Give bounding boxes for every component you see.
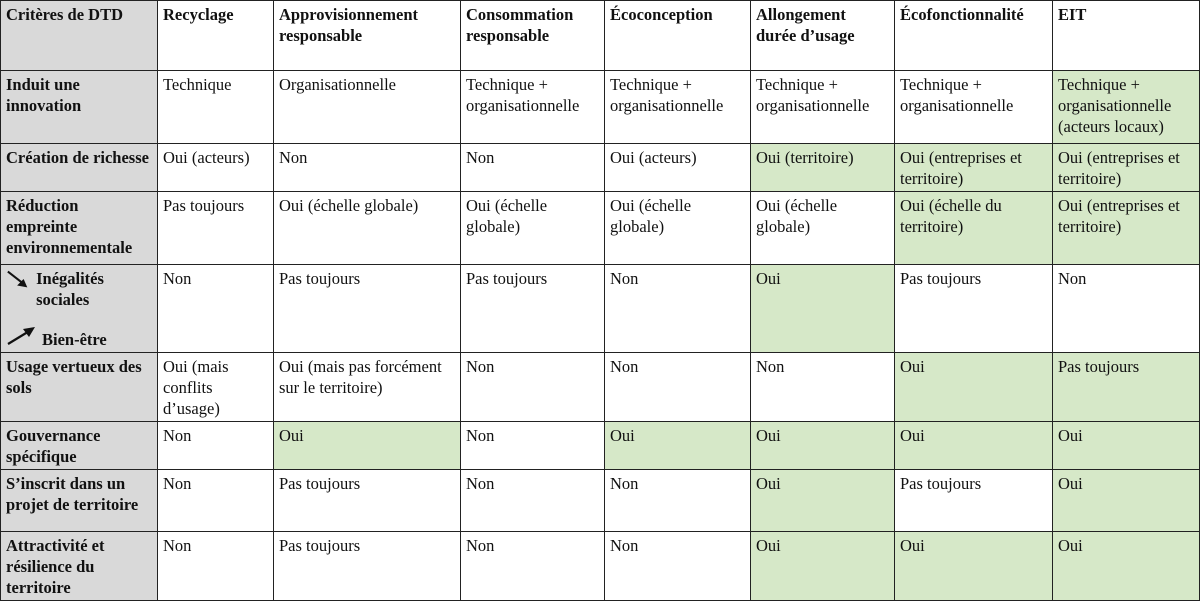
table-cell: Pas toujours [158,192,274,265]
table-cell: Oui [1053,470,1200,532]
table-cell: Oui (entreprises et territoire) [895,144,1053,192]
table-cell: Oui (mais pas forcément sur le territoire) [274,353,461,422]
table-cell: Pas toujours [274,265,461,353]
table-cell: Organisationnelle [274,71,461,144]
column-header-consommation: Consommation responsable [461,1,605,71]
table-cell: Non [461,422,605,470]
table-cell: Oui (mais conflits d’usage) [158,353,274,422]
table-cell: Pas toujours [274,532,461,601]
table-row [1,144,1200,192]
table-cell: Non [158,470,274,532]
table-cell: Technique + organisationnelle [895,71,1053,144]
table-cell: Technique [158,71,274,144]
table-cell: Oui [751,470,895,532]
table-cell: Non [605,532,751,601]
table-cell: Oui (territoire) [751,144,895,192]
table-cell: Oui (échelle globale) [274,192,461,265]
table-cell: Oui (échelle globale) [605,192,751,265]
table-cell: Oui [751,265,895,353]
table-cell: Non [461,353,605,422]
row-label: Attractivité et résilience du territoire [1,532,158,601]
arrow-up-right-icon [6,324,38,346]
header-row [1,1,1200,71]
row-label: Induit une innovation [1,71,158,144]
table-cell: Pas toujours [895,470,1053,532]
table-cell: Oui [895,422,1053,470]
table-cell: Technique + organisationnelle [461,71,605,144]
table-cell: Pas toujours [1053,353,1200,422]
table-cell: Oui [751,422,895,470]
row-label: Réduction empreinte environnementale [1,192,158,265]
table-cell: Technique + organisationnelle [605,71,751,144]
row-label: Gouvernance spécifique [1,422,158,470]
table-cell: Technique + organisationnelle [751,71,895,144]
table-row [1,192,1200,265]
table-cell: Technique + organisationnelle (acteurs locaux) [1053,71,1200,144]
table-cell: Oui [895,353,1053,422]
table-cell: Pas toujours [274,470,461,532]
table-cell: Oui (entreprises et territoire) [1053,144,1200,192]
column-header-eit: EIT [1053,1,1200,71]
table-row [1,71,1200,144]
table-cell: Non [158,532,274,601]
table-cell: Oui (entreprises et territoire) [1053,192,1200,265]
table-row [1,265,1200,353]
table-cell: Oui [1053,532,1200,601]
table-cell: Oui (échelle du territoire) [895,192,1053,265]
table-cell: Non [158,265,274,353]
table-cell: Non [158,422,274,470]
table-cell: Non [461,144,605,192]
table-cell: Non [274,144,461,192]
column-header-allongement: Allongement durée d’usage [751,1,895,71]
table-cell: Non [605,470,751,532]
row-label: S’inscrit dans un projet de territoire [1,470,158,532]
table-cell: Oui [274,422,461,470]
table-cell: Non [751,353,895,422]
table-row [1,422,1200,470]
table-cell: Oui [1053,422,1200,470]
table-cell: Pas toujours [461,265,605,353]
arrow-down-right-icon [6,268,30,290]
table-row [1,470,1200,532]
column-header-ecoconception: Écoconception [605,1,751,71]
table-row [1,353,1200,422]
column-header-ecofonctionnalite: Écofonctionnalité [895,1,1053,71]
table-cell: Pas toujours [895,265,1053,353]
table-cell: Non [1053,265,1200,353]
table-cell: Non [605,353,751,422]
table-cell: Non [461,470,605,532]
table-cell: Oui (échelle globale) [751,192,895,265]
table-cell: Oui [751,532,895,601]
table-cell: Oui [895,532,1053,601]
criteria-header: Critères de DTD [1,1,158,71]
column-header-approvisionnement: Approvisionnement responsable [274,1,461,71]
table-cell: Oui (acteurs) [605,144,751,192]
row-label: Création de richesse [1,144,158,192]
table-cell: Oui (acteurs) [158,144,274,192]
row-label: Usage vertueux des sols [1,353,158,422]
column-header-recyclage: Recyclage [158,1,274,71]
table-cell: Non [461,532,605,601]
table-row [1,532,1200,601]
table-cell: Oui [605,422,751,470]
table-cell: Oui (échelle globale) [461,192,605,265]
bienetre-label: Bien-être [42,330,107,349]
inegalites-label: Inégalités sociales [36,269,104,309]
table-cell: Non [605,265,751,353]
row-label-inegalites-bienetre [1,265,158,353]
